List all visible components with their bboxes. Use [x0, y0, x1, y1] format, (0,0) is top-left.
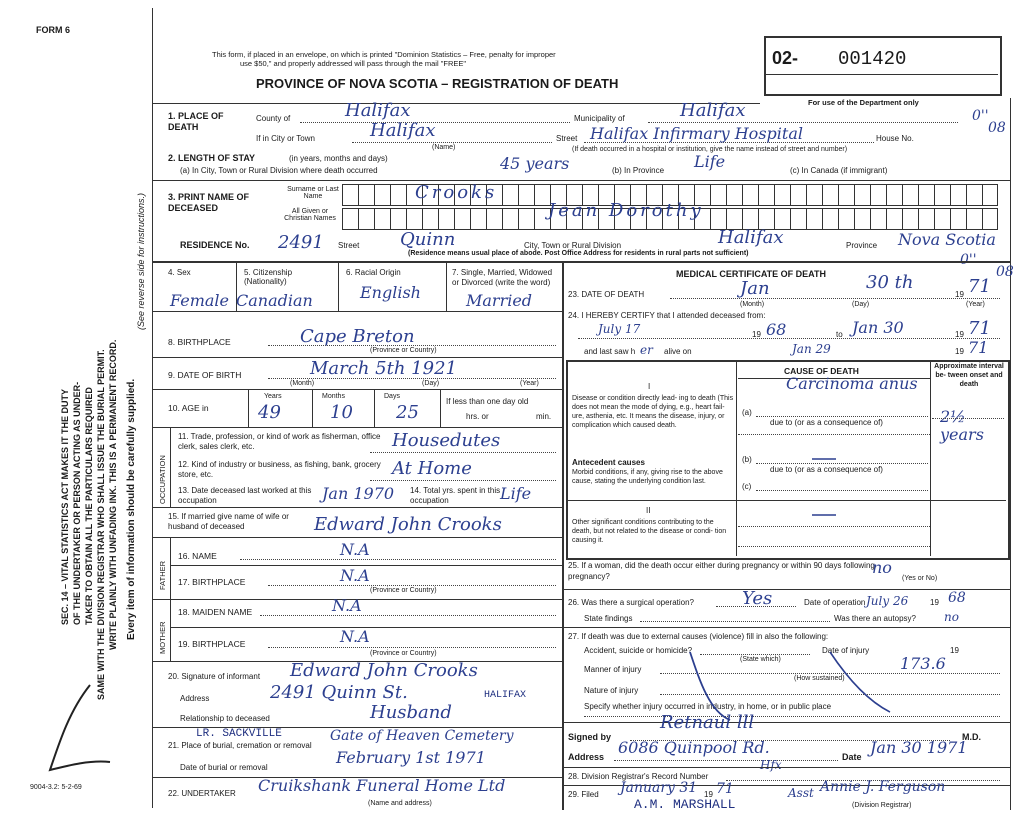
father-name-value: N.A	[340, 540, 370, 559]
days-value: 25	[396, 402, 419, 423]
autopsy-answer: no	[944, 610, 959, 624]
filed-year: 71	[716, 781, 734, 797]
burial-label: 21. Place of burial, cremation or removal	[168, 741, 312, 750]
registration-number: 001420	[838, 48, 907, 70]
stay-city-value: 45 years	[500, 154, 570, 173]
manner-of-injury-label: Manner of injury	[584, 665, 642, 674]
undertaker-value: Cruikshank Funeral Home Ltd	[258, 776, 506, 795]
marital-value: Married	[466, 291, 533, 310]
residence-label: RESIDENCE No.	[180, 240, 250, 250]
residence-street: Quinn	[400, 229, 456, 250]
marital-label: 7. Single, Married, Widowed or Divorced (write the word)	[452, 268, 553, 287]
hours-label: hrs. or	[466, 412, 489, 421]
physician-address-label: Address	[568, 752, 605, 762]
physician-signature: Retnaul lll	[660, 712, 755, 733]
q27-label: 27. If death was due to external causes (violence) fill in also the following:	[568, 632, 829, 641]
dod-day: 30 th	[866, 272, 914, 293]
part-one-description: Disease or condition directly lead- ing to death (This does not mean the mode of dying, e.g., heart fail- ure, asthenia, etc. It means the disease, injury, or complication which caused death.	[572, 395, 734, 429]
accident-label: Accident, suicide or homicide?	[584, 646, 693, 655]
attended-to-year-prefix: 19	[955, 330, 964, 339]
last-seen-mid: er	[640, 343, 653, 357]
mother-birthplace-label: 19. BIRTHPLACE	[178, 639, 246, 649]
years-value: 49	[258, 402, 281, 423]
county-value: Halifax	[345, 100, 411, 121]
father-birthplace-label: 17. BIRTHPLACE	[178, 577, 246, 587]
father-name-label: 16. NAME	[178, 551, 217, 561]
street-label: Street	[556, 134, 578, 143]
physician-address: 6086 Quinpool Rd.	[618, 738, 770, 757]
spouse-label: 15. If married give name of wife or husband of deceased	[168, 512, 289, 531]
length-of-stay-label: 2. LENGTH OF STAY	[168, 153, 256, 163]
trade-label: 11. Trade, profession, or kind of work as fisherman, office clerk, sales clerk, etc.	[178, 432, 381, 451]
mother-name-label: 18. MAIDEN NAME	[178, 607, 253, 617]
interval-a-value: 2½ years	[940, 407, 984, 444]
informant-label: 20. Signature of informant	[168, 672, 261, 681]
minutes-label: min.	[536, 412, 552, 421]
racial-origin-value: English	[360, 283, 421, 302]
injury-year-prefix: 19	[950, 646, 959, 655]
days-label: Days	[384, 393, 400, 400]
burial-place: Gate of Heaven Cemetery	[330, 728, 514, 744]
operation-date: July 26	[866, 594, 909, 608]
state-which-caption: (State which)	[740, 656, 781, 663]
undertaker-label: 22. UNDERTAKER	[168, 789, 236, 798]
physician-date: Jan 30 1971	[870, 738, 968, 757]
page-title: PROVINCE OF NOVA SCOTIA – REGISTRATION OF DEATH	[256, 76, 619, 91]
footer-code: 9004-3.2: 5-2-69	[30, 784, 82, 791]
informant-address: 2491 Quinn St.	[270, 682, 408, 703]
county-label: County of	[256, 114, 291, 123]
side-instruction-3: TAKER TO OBTAIN ALL THE PARTICULARS REQUIRED	[84, 387, 94, 625]
envelope-note-2: use $50," and properly addressed will pass through the mail "FREE"	[240, 59, 467, 68]
dod-year-caption: (Year)	[966, 301, 985, 308]
industry-value: At Home	[392, 458, 472, 479]
relationship-value: Husband	[370, 702, 452, 723]
burial-date: February 1st 1971	[336, 748, 486, 767]
registrar-record-label: 28. Division Registrar's Record Number	[568, 772, 709, 781]
given-name-value: Jean Dorothy	[548, 200, 704, 221]
dash-mark-b-icon	[810, 456, 840, 462]
mother-birthplace-caption: (Province or Country)	[370, 650, 437, 657]
signed-by-label: Signed by	[568, 732, 612, 742]
informant-address-stamp: HALIFAX	[484, 690, 527, 701]
operation-year-prefix: 19	[930, 598, 939, 607]
attended-from-year: 68	[766, 320, 787, 339]
undertaker-caption: (Name and address)	[368, 800, 432, 807]
date-of-death-label: 23. DATE OF DEATH	[568, 290, 645, 299]
q25-label: 25. If a woman, did the death occur either during pregnancy or within 90 days following pregnancy?	[568, 561, 875, 581]
md-label: M.D.	[962, 732, 981, 742]
last-seen-year-prefix: 19	[955, 347, 964, 356]
dod-year-prefix: 19	[955, 290, 964, 299]
residence-city-label: City, Town or Rural Division	[524, 241, 622, 250]
name-caption: (Name)	[432, 144, 456, 151]
injury-date-label: Date of injury	[822, 646, 870, 655]
interval-header: Approximate interval be- tween onset and death	[934, 363, 1004, 388]
attended-to-year: 71	[968, 318, 991, 339]
occupation-side-label: OCCUPATION	[158, 455, 167, 504]
informant-address-label: Address	[180, 694, 210, 703]
sex-value: Female	[170, 291, 229, 310]
stay-province-value: Life	[694, 152, 726, 171]
dob-month-caption: (Month)	[290, 380, 315, 387]
dept-code-3: 0''	[960, 252, 977, 268]
yes-no-caption: (Yes or No)	[902, 575, 938, 582]
dept-code-4: 08	[996, 264, 1014, 280]
cause-header: CAUSE OF DEATH	[784, 366, 859, 376]
form-number: FORM 6	[36, 25, 71, 35]
strike-mark-icon	[680, 632, 910, 722]
attended-from-year-prefix: 19	[752, 330, 761, 339]
certify-label: 24. I HEREBY CERTIFY that I attended deceased from:	[568, 311, 766, 320]
citizenship-label: 5. Citizenship (Nationality)	[244, 268, 293, 286]
side-instruction-4: SAME WITH THE DIVISION REGISTRAR WHO SHALL ISSUE THE BURIAL PERMIT.	[96, 349, 106, 700]
mother-side-label: MOTHER	[158, 621, 167, 654]
dod-year: 71	[968, 276, 991, 297]
specify-label: Specify whether injury occurred in industry, in home, or in public place	[584, 702, 832, 711]
residence-number: 2491	[278, 232, 324, 253]
last-seen-label: and last saw h	[584, 347, 636, 356]
part-two-description: Other significant conditions contributing to the death, but not related to the disease or condi- tion causing it.	[572, 519, 727, 544]
dob-day-caption: (Day)	[422, 380, 440, 387]
sex-label: 4. Sex	[168, 268, 191, 277]
dept-code-1: 0''	[972, 108, 989, 124]
registrar-prefix: Asst	[788, 786, 814, 800]
residence-street-label: Street	[338, 241, 360, 250]
registrar-signature: Annie J. Ferguson	[820, 779, 946, 795]
total-years-label: 14. Total yrs. spent in this occupation	[410, 486, 501, 505]
code-value: 173.6	[900, 654, 946, 673]
spouse-value: Edward John Crooks	[314, 514, 502, 535]
stay-province-label: (b) In Province	[612, 166, 665, 175]
attended-to-label: to	[836, 330, 843, 339]
due-to-a: due to (or as a consequence of)	[770, 418, 883, 427]
physician-date-label: Date	[842, 752, 862, 762]
mother-name-value: N.A	[332, 596, 362, 615]
q26-label: 26. Was there a surgical operation?	[568, 598, 694, 607]
due-to-b: due to (or as a consequence of)	[770, 465, 883, 474]
birthplace-value: Cape Breton	[300, 326, 415, 347]
operation-date-label: Date of operation	[804, 598, 866, 607]
dob-year-caption: (Year)	[520, 380, 539, 387]
dob-label: 9. DATE OF BIRTH	[168, 370, 242, 380]
q25-answer: no	[872, 558, 892, 577]
side-instruction-1: SEC. 14 – VITAL STATISTICS ACT MAKES IT THE DUTY	[60, 388, 70, 625]
total-years-value: Life	[500, 484, 532, 503]
residence-city: Halifax	[718, 227, 784, 248]
city-value: Halifax	[370, 120, 436, 141]
last-seen-year: 71	[968, 338, 989, 357]
dod-day-caption: (Day)	[852, 301, 870, 308]
months-label: Months	[322, 393, 345, 400]
father-birthplace-caption: (Province or Country)	[370, 587, 437, 594]
attended-from-date: July 17	[598, 322, 641, 336]
trade-value: Housedutes	[392, 430, 501, 451]
residence-note: (Residence means usual place of abode. Post Office Address for residents in rural parts not sufficient)	[408, 250, 749, 257]
informant-signature: Edward John Crooks	[290, 660, 478, 681]
citizenship-value: Canadian	[236, 291, 313, 310]
line-b-label: (b)	[742, 455, 752, 464]
marshall-stamp: A.M. MARSHALL	[634, 797, 736, 812]
sackville-stamp: LR. SACKVILLE	[196, 728, 282, 740]
given-names-label: All Given or Christian Names	[284, 208, 336, 222]
street-value: Halifax Infirmary Hospital	[590, 124, 803, 143]
dod-month: Jan	[740, 278, 770, 299]
print-name-label: 3. PRINT NAME OF DECEASED	[168, 192, 250, 213]
line-a-label: (a)	[742, 408, 752, 417]
nature-of-injury-label: Nature of injury	[584, 686, 639, 695]
municipality-value: Halifax	[680, 100, 746, 121]
last-worked-label: 13. Date deceased last worked at this occupation	[178, 486, 312, 505]
surname-label: Surname or Last Name	[287, 186, 339, 200]
municipality-label: Municipality of	[574, 114, 625, 123]
birthplace-label: 8. BIRTHPLACE	[168, 337, 231, 347]
cause-a-value: Carcinoma anus	[786, 374, 918, 393]
antecedent-label: Antecedent causes	[572, 458, 645, 467]
stay-city-label: (a) In City, Town or Rural Division where death occurred	[180, 166, 378, 175]
months-value: 10	[330, 402, 353, 423]
filed-label: 29. Filed	[568, 790, 599, 799]
pen-mark-icon	[30, 680, 130, 780]
side-instruction-2: OF THE UNDERTAKER OR PERSON ACTING AS UNDER-	[72, 381, 82, 625]
side-instruction-6: Every item of information should be carefully supplied.	[126, 378, 137, 640]
residence-province: Nova Scotia	[898, 230, 996, 249]
dash-mark-icon	[810, 512, 840, 518]
age-label: 10. AGE in	[168, 403, 209, 413]
department-use-note: For use of the Department only	[808, 98, 919, 107]
dob-value: March 5th 1921	[310, 358, 457, 379]
years-label: Years	[264, 393, 282, 400]
father-side-label: FATHER	[158, 560, 167, 590]
antecedent-description: Morbid conditions, if any, giving rise to the above cause, stating the underlying condition last.	[572, 469, 723, 485]
physician-address-city: Hfx	[760, 758, 782, 772]
place-of-death-label: 1. PLACE OF DEATH	[168, 111, 224, 132]
last-worked-value: Jan 1970	[322, 484, 395, 503]
mother-birthplace-value: N.A	[340, 627, 370, 646]
autopsy-label: Was there an autopsy?	[834, 614, 916, 623]
side-instruction-7: (See reverse side for instructions.)	[136, 192, 146, 330]
dept-code-2: 08	[988, 120, 1006, 136]
birthplace-caption: (Province or Country)	[370, 347, 437, 354]
q26-answer: Yes	[742, 588, 773, 609]
registration-prefix: 02-	[772, 48, 799, 68]
less-than-day-label: If less than one day old	[446, 397, 529, 406]
house-number-label: House No.	[876, 134, 914, 143]
medical-header: MEDICAL CERTIFICATE OF DEATH	[676, 269, 826, 279]
line-c-label: (c)	[742, 482, 752, 491]
filed-date: January 31	[620, 780, 698, 796]
last-seen-date: Jan 29	[792, 342, 831, 356]
residence-province-label: Province	[846, 241, 878, 250]
part-two-label: II	[646, 506, 651, 515]
operation-year: 68	[948, 590, 966, 606]
attended-to-date: Jan 30	[852, 318, 904, 337]
street-note: (If death occurred in a hospital or institution, give the name instead of street and number)	[572, 146, 848, 153]
part-one-label: I	[648, 382, 651, 391]
dod-month-caption: (Month)	[740, 301, 765, 308]
side-instruction-5: WRITE PLAINLY WITH UNFADING INK. THIS IS A PERMANENT RECORD.	[108, 339, 118, 650]
surname-value: Crooks	[415, 182, 498, 203]
state-findings-label: State findings	[584, 614, 633, 623]
father-birthplace-value: N.A	[340, 566, 370, 585]
relationship-label: Relationship to deceased	[180, 714, 270, 723]
city-label: If in City or Town	[256, 134, 315, 143]
last-seen-tail: alive on	[664, 347, 692, 356]
racial-origin-label: 6. Racial Origin	[346, 268, 401, 277]
how-sustained-caption: (How sustained)	[794, 675, 845, 682]
burial-date-label: Date of burial or removal	[180, 763, 268, 772]
industry-label: 12. Kind of industry or business, as fishing, bank, grocery store, etc.	[178, 460, 381, 479]
filed-year-prefix: 19	[704, 790, 713, 799]
registrar-caption: (Division Registrar)	[852, 802, 912, 809]
stay-qualifier: (in years, months and days)	[289, 154, 388, 163]
stay-canada-label: (c) In Canada (if immigrant)	[790, 166, 888, 175]
envelope-note-1: This form, if placed in an envelope, on which is printed "Dominion Statistics – Free, penalty for improper	[212, 50, 556, 59]
